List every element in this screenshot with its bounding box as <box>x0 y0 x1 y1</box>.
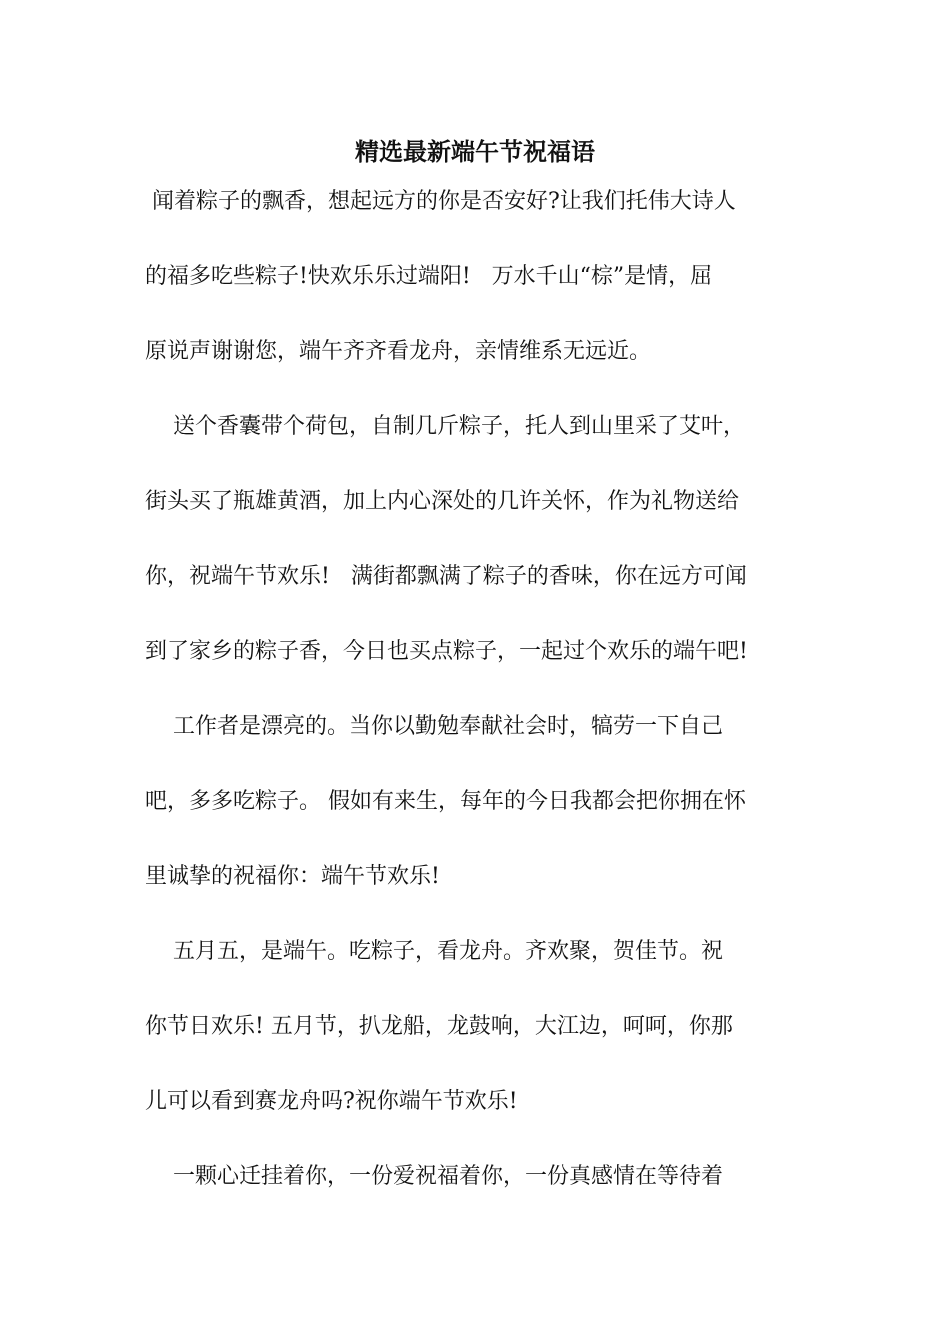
text-line: 送个香囊带个荷包，自制几斤粽子，托人到山里采了艾叶， <box>145 414 745 439</box>
text-line: 工作者是漂亮的。当你以勤勉奉献社会时，犒劳一下自己 <box>145 714 723 739</box>
document-title: 精选最新端午节祝福语 <box>355 137 595 166</box>
text-line: 吧，多多吃粽子。 假如有来生，每年的今日我都会把你拥在怀 <box>145 789 746 814</box>
text-line: 原说声谢谢您，端午齐齐看龙舟，亲情维系无远近。 <box>145 339 652 364</box>
text-line: 你，祝端午节欢乐! 满街都飘满了粽子的香味，你在远方可闻 <box>145 564 747 589</box>
text-line: 到了家乡的粽子香，今日也买点粽子，一起过个欢乐的端午吧! <box>145 639 748 664</box>
text-line: 一颗心迁挂着你，一份爱祝福着你，一份真感情在等待着 <box>145 1164 723 1189</box>
text-line: 五月五，是端午。吃粽子，看龙舟。齐欢聚，贺佳节。祝 <box>145 939 723 964</box>
text-line: 儿可以看到赛龙舟吗?祝你端午节欢乐! <box>145 1089 518 1114</box>
text-line: 的福多吃些粽子!快欢乐乐过端阳! 万水千山“棕”是情，屈 <box>145 264 713 289</box>
text-line: 里诚挚的祝福你：端午节欢乐! <box>145 864 440 889</box>
text-line: 闻着粽子的飘香，想起远方的你是否安好?让我们托伟大诗人 <box>145 189 736 214</box>
text-line: 你节日欢乐! 五月节，扒龙船，龙鼓响，大江边，呵呵，你那 <box>145 1014 733 1039</box>
text-line: 街头买了瓶雄黄酒，加上内心深处的几许关怀，作为礼物送给 <box>145 489 740 514</box>
